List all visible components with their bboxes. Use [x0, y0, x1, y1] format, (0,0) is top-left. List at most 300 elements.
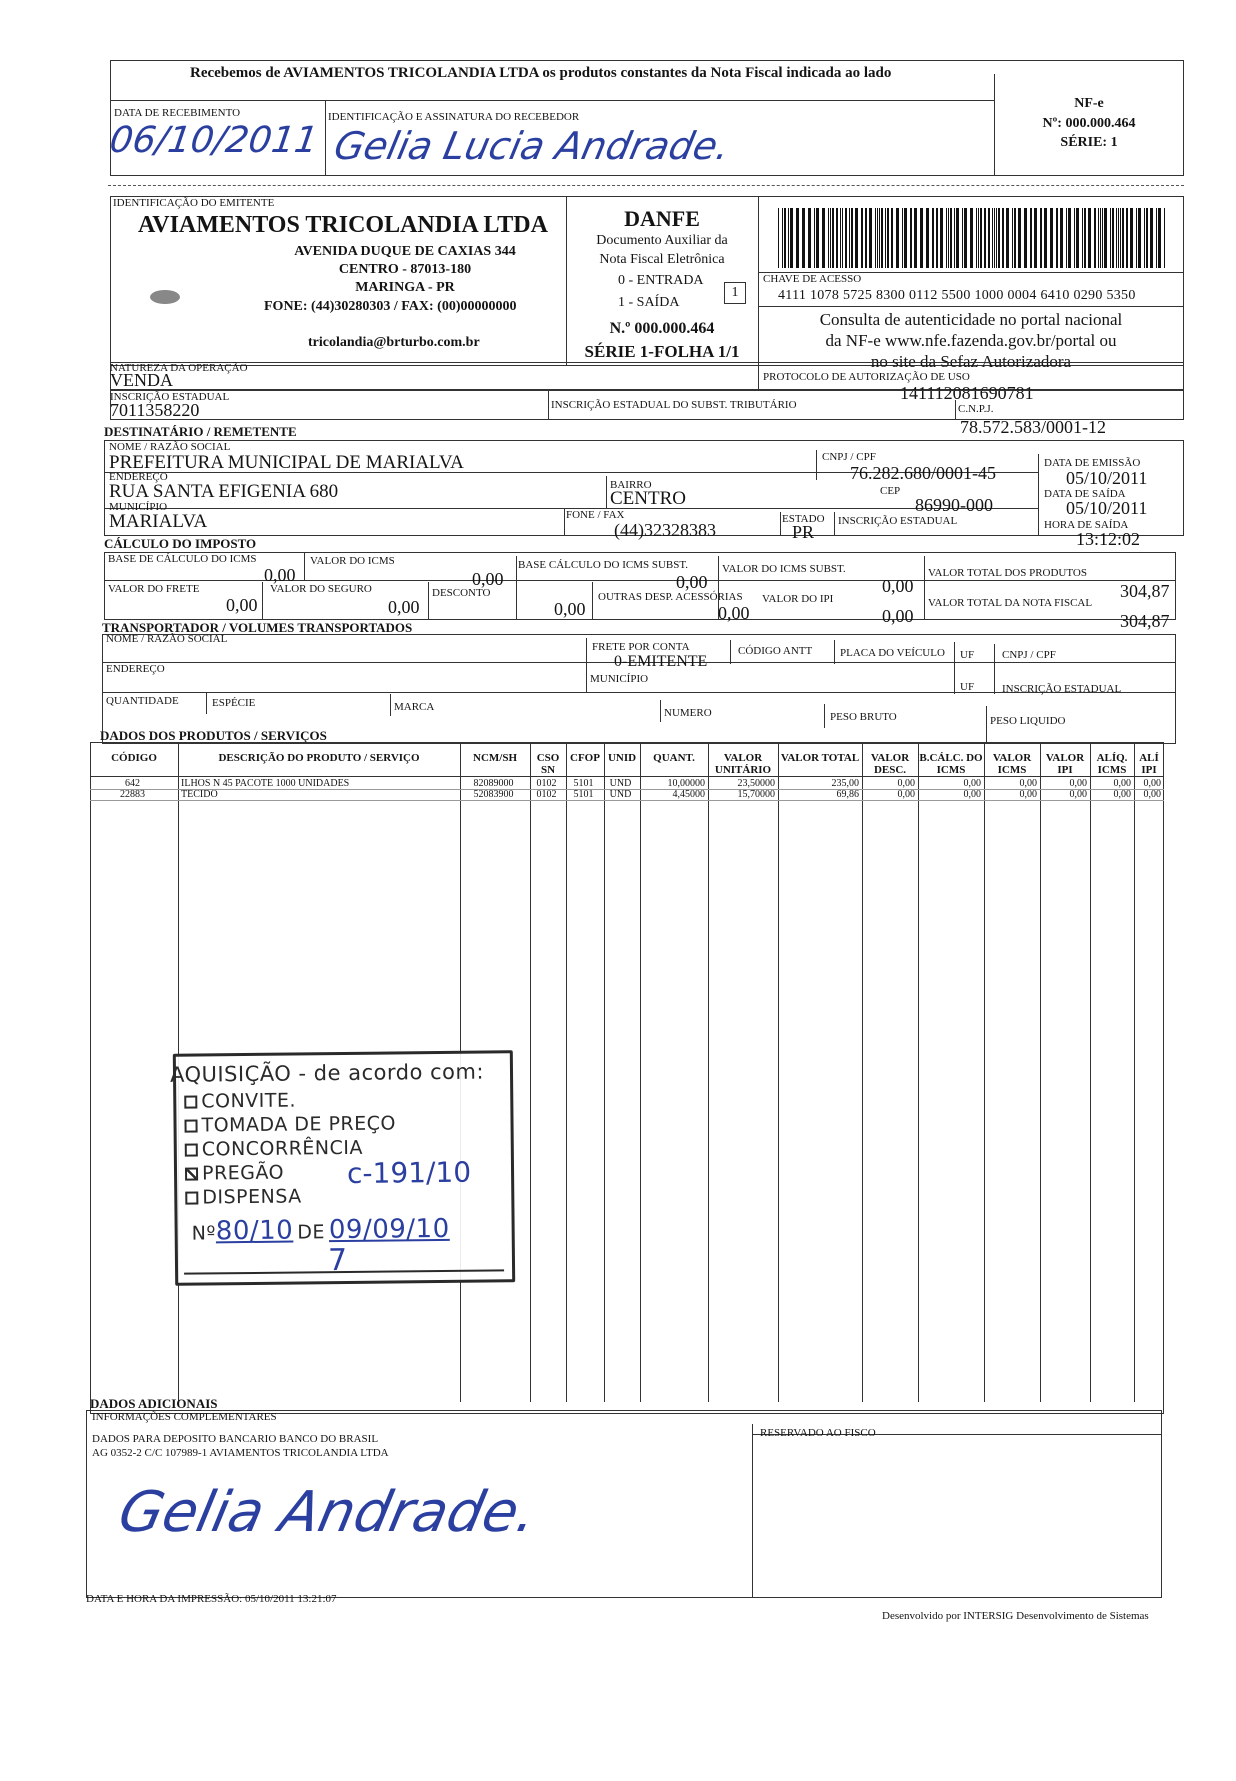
- dest-estado-label: ESTADO: [782, 513, 825, 525]
- barcode-bar: [1074, 208, 1075, 268]
- barcode-bar: [1100, 208, 1101, 268]
- danfe-saida: 1 - SAÍDA: [618, 295, 680, 310]
- barcode-bar: [1066, 208, 1067, 268]
- dest-municipio-label: MUNICÍPIO: [109, 501, 168, 513]
- valor-st: 0,00: [882, 576, 914, 596]
- table-cell: 4,45000: [672, 789, 705, 800]
- barcode-bar: [816, 208, 819, 268]
- barcode-bar: [910, 208, 912, 268]
- dest-divider-ie: [834, 512, 835, 536]
- barcode-bar: [936, 208, 938, 268]
- dest-divider-fone: [564, 508, 565, 536]
- table-cell: 0102: [536, 778, 557, 789]
- table-cell: 0,00: [1019, 789, 1037, 800]
- barcode-bar: [1146, 208, 1148, 268]
- danfe-serie-folha: SÉRIE 1-FOLHA 1/1: [584, 342, 740, 361]
- barcode-bar: [1060, 208, 1063, 268]
- imp-div-5: [262, 582, 263, 620]
- barcode-bar: [808, 208, 811, 268]
- table-row-line: [90, 800, 1164, 801]
- transp-div-marca: [390, 694, 391, 716]
- product-header-cell: VALOR TOTAL: [780, 752, 860, 764]
- emitente-city: MARINGA - PR: [355, 280, 455, 295]
- barcode-bar: [790, 208, 793, 268]
- transp-bruto-label: PESO BRUTO: [830, 711, 897, 723]
- base-icms: 0,00: [264, 565, 296, 585]
- dest-endereco-label: ENDEREÇO: [109, 471, 168, 483]
- barcode-bar: [1012, 208, 1013, 268]
- transp-antt-label: CÓDIGO ANTT: [738, 645, 813, 657]
- base-st: 0,00: [676, 572, 708, 592]
- natureza-divider: [758, 362, 759, 390]
- product-header-cell: QUANT.: [653, 752, 695, 764]
- canhoto-serie: SÉRIE: 1: [1060, 135, 1118, 150]
- product-header-cell: CSO SN: [536, 752, 560, 776]
- product-column-separator: [918, 742, 919, 1402]
- emitente-label: IDENTIFICAÇÃO DO EMITENTE: [113, 197, 275, 209]
- canhoto-nfe: NF-e: [1074, 96, 1104, 111]
- canhoto-id-label: IDENTIFICAÇÃO E ASSINATURA DO RECEBEDOR: [328, 111, 580, 123]
- table-cell: 0,00: [897, 789, 915, 800]
- valor-icms: 0,00: [472, 569, 504, 589]
- barcode-bar: [998, 208, 1000, 268]
- barcode-bar: [784, 208, 786, 268]
- transp-municipio-label: MUNICÍPIO: [590, 673, 649, 685]
- checked-checkbox-icon: [185, 1168, 198, 1181]
- imp-div-7: [592, 582, 593, 620]
- stamp-option-concorrencia: [185, 1137, 363, 1161]
- ie-st-label: INSCRIÇÃO ESTADUAL DO SUBST. TRIBUTÁRIO: [551, 399, 797, 411]
- chave-label: CHAVE DE ACESSO: [763, 273, 862, 285]
- chave-bottom-line: [758, 306, 1184, 307]
- aquisicao-stamp: [169, 1050, 515, 1286]
- product-header-cell: NCM/SH: [473, 752, 517, 764]
- barcode-bar: [1164, 208, 1165, 268]
- barcode-bar: [802, 208, 805, 268]
- barcode-bar: [1002, 208, 1004, 268]
- transp-ie-label: INSCRIÇÃO ESTADUAL: [1002, 683, 1122, 695]
- product-header-line: [90, 776, 1164, 777]
- ipi-label: VALOR DO IPI: [762, 593, 834, 605]
- product-column-separator: [708, 742, 709, 1402]
- barcode-bar: [1118, 208, 1119, 268]
- dest-bairro: CENTRO: [610, 488, 686, 509]
- transp-div-liq: [986, 706, 987, 742]
- barcode-bar: [1156, 208, 1157, 268]
- info-line-2: AG 0352-2 C/C 107989-1 AVIAMENTOS TRICOLANDIA LTDA: [92, 1447, 389, 1459]
- dest-saida-label: DATA DE SAÍDA: [1044, 488, 1126, 500]
- product-column-separator: [778, 742, 779, 1402]
- barcode-bar: [1120, 208, 1121, 268]
- imp-div-6: [428, 582, 429, 620]
- product-header-cell: DESCRIÇÃO DO PRODUTO / SERVIÇO: [218, 752, 420, 764]
- stamp-data-hand: 09/09/10: [328, 1213, 450, 1246]
- dest-hora: 13:12:02: [1076, 529, 1141, 549]
- product-column-separator: [1040, 742, 1041, 1402]
- dest-divider-estado: [780, 512, 781, 536]
- dest-ie-label: INSCRIÇÃO ESTADUAL: [838, 515, 958, 527]
- product-header-cell: ALÍQ. ICMS: [1096, 752, 1128, 776]
- barcode-bar: [976, 208, 977, 268]
- barcode-bar: [1084, 208, 1086, 268]
- seguro: 0,00: [388, 597, 420, 617]
- dest-emissao: 05/10/2011: [1066, 468, 1148, 488]
- product-header-cell: UNID: [607, 752, 637, 764]
- barcode-bar: [869, 208, 872, 268]
- dest-emissao-label: DATA DE EMISSÃO: [1044, 457, 1141, 469]
- total-nf: 304,87: [1120, 611, 1170, 631]
- barcode-bar: [1138, 208, 1141, 268]
- danfe-entrada: 0 - ENTRADA: [618, 273, 704, 288]
- emitente-district: CENTRO - 87013-180: [338, 262, 472, 277]
- barcode-bar: [782, 208, 783, 268]
- barcode-bar: [926, 208, 929, 268]
- table-cell: 0,00: [1113, 778, 1131, 789]
- stamp-de-label: DE: [297, 1221, 326, 1244]
- transp-cnpj-label: CNPJ / CPF: [1002, 649, 1056, 661]
- table-cell: 52083900: [473, 789, 514, 800]
- frete-label: VALOR DO FRETE: [108, 583, 200, 595]
- cut-line: [108, 185, 1184, 186]
- total-prod-label: VALOR TOTAL DOS PRODUTOS: [928, 567, 1087, 579]
- canhoto-receipt-text: Recebemos de AVIAMENTOS TRICOLANDIA LTDA os produtos constantes da Nota Fiscal indicada ao lado: [190, 65, 892, 81]
- barcode-bar: [920, 208, 923, 268]
- transp-quantidade-label: QUANTIDADE: [106, 695, 179, 707]
- barcode-bar: [1056, 208, 1058, 268]
- dest-saida: 05/10/2011: [1066, 498, 1148, 518]
- barcode-bar: [788, 208, 789, 268]
- cnpj-value: 78.572.583/0001-12: [960, 417, 1106, 437]
- barcode-bar: [902, 208, 903, 268]
- barcode-bar: [948, 208, 949, 268]
- barcode-bar: [885, 208, 886, 268]
- barcode-bar: [1102, 208, 1103, 268]
- table-cell: 0102: [536, 789, 557, 800]
- product-header-cell: VALOR DESC.: [870, 752, 910, 776]
- barcode-bar: [1076, 208, 1079, 268]
- barcode-bar: [1104, 208, 1107, 268]
- barcode-bar: [875, 208, 876, 268]
- checkbox-icon: [184, 1096, 197, 1109]
- barcode-bar: [1082, 208, 1083, 268]
- barcode-bar: [1006, 208, 1009, 268]
- transp-div-placa: [834, 640, 835, 664]
- barcode-bar: [932, 208, 934, 268]
- barcode-bar: [980, 208, 982, 268]
- canhoto-date-handwritten: 06/10/2011: [107, 120, 321, 161]
- chave-value: 4111 1078 5725 8300 0112 5500 1000 0004 6410 0290 5350: [778, 288, 1136, 303]
- dest-hora-label: HORA DE SAÍDA: [1044, 519, 1129, 531]
- ie-divider-2: [955, 400, 956, 420]
- barcode-bar: [881, 208, 883, 268]
- barcode-bar: [840, 208, 841, 268]
- dest-bairro-label: BAIRRO: [610, 479, 652, 491]
- natureza-label: NATUREZA DA OPERAÇÃO: [110, 362, 248, 374]
- barcode-bar: [956, 208, 959, 268]
- danfe-numero: N.º 000.000.464: [609, 320, 715, 337]
- adicionais-divider: [752, 1424, 753, 1598]
- outras: 0,00: [718, 603, 750, 623]
- imposto-section: CÁLCULO DO IMPOSTO: [104, 536, 257, 551]
- total-prod: 304,87: [1120, 581, 1170, 601]
- stamp-title: AQUISIÇÃO - de acordo com:: [169, 1059, 485, 1087]
- transp-frete: 0-EMITENTE: [614, 653, 708, 670]
- chave-consulta-3: no site da Sefaz Autorizadora: [870, 352, 1072, 371]
- danfe-title: DANFE: [624, 206, 700, 231]
- chave-consulta-2: da NF-e www.nfe.fazenda.gov.br/portal ou: [825, 331, 1117, 350]
- barcode-bar: [1014, 208, 1016, 268]
- barcode-bar: [1126, 208, 1128, 268]
- table-cell: 0,00: [897, 778, 915, 789]
- stamp-option-label: CONCORRÊNCIA: [201, 1136, 364, 1161]
- transp-frete-label: FRETE POR CONTA: [592, 641, 690, 653]
- barcode-bar: [984, 208, 986, 268]
- adicionais-section: DADOS ADICIONAIS: [90, 1396, 218, 1411]
- seguro-label: VALOR DO SEGURO: [270, 583, 372, 595]
- product-header-cell: CÓDIGO: [111, 752, 157, 764]
- barcode-bar: [845, 208, 847, 268]
- transp-especie-label: ESPÉCIE: [212, 697, 256, 709]
- ie-label: INSCRIÇÃO ESTADUAL: [110, 391, 230, 403]
- canhoto-date-label: DATA DE RECEBIMENTO: [114, 107, 241, 119]
- product-header-cell: VALOR IPI: [1045, 752, 1085, 776]
- product-column-separator: [640, 742, 641, 1402]
- barcode-bar: [1150, 208, 1153, 268]
- table-cell: 235,00: [831, 778, 859, 789]
- table-cell: 0,00: [963, 789, 981, 800]
- transp-div-bruto: [824, 704, 825, 728]
- danfe-sub1: Documento Auxiliar da: [596, 233, 728, 248]
- product-header-cell: ALÍ IPI: [1139, 752, 1159, 776]
- product-column-separator: [1090, 742, 1091, 1402]
- transp-marca-label: MARCA: [394, 701, 435, 713]
- barcode-bar: [796, 208, 799, 268]
- barcode: [778, 208, 1168, 270]
- stamp-option-label: CONVITE.: [201, 1089, 297, 1113]
- stamp-option-label: PREGÃO: [201, 1161, 285, 1185]
- barcode-bar: [1098, 208, 1099, 268]
- dest-fone: (44)32328383: [614, 520, 716, 540]
- natureza-value: VENDA: [110, 370, 173, 390]
- dest-divider-cnpj: [816, 450, 817, 480]
- barcode-bar: [1044, 208, 1047, 268]
- barcode-bar: [904, 208, 907, 268]
- canhoto-signature: Gelia Lucia Andrade.: [330, 124, 734, 168]
- impressao: DATA E HORA DA IMPRESSÃO: 05/10/2011 13:21:07: [86, 1593, 337, 1605]
- table-cell: 5101: [573, 778, 594, 789]
- base-st-label: BASE CÁLCULO DO ICMS SUBST.: [518, 559, 689, 571]
- product-column-separator: [862, 742, 863, 1402]
- barcode-bar: [814, 208, 815, 268]
- barcode-bar: [1112, 208, 1114, 268]
- transp-liquido-label: PESO LIQUIDO: [990, 715, 1066, 727]
- stamp-handwritten-ref: c-191/10: [346, 1155, 472, 1190]
- barcode-bar: [891, 208, 893, 268]
- table-cell: UND: [609, 778, 632, 789]
- barcode-bar: [1018, 208, 1021, 268]
- ipi: 0,00: [882, 606, 914, 626]
- table-cell: 0,00: [1113, 789, 1131, 800]
- table-cell: 22883: [120, 789, 145, 800]
- barcode-bar: [946, 208, 947, 268]
- danfe-sub2: Nota Fiscal Eletrônica: [599, 252, 725, 267]
- table-cell: TECIDO: [181, 789, 218, 800]
- fisco-label: RESERVADO AO FISCO: [760, 1427, 876, 1439]
- ie-value: 7011358220: [110, 400, 200, 420]
- stamp-numero-prefix: Nº: [191, 1222, 216, 1245]
- table-cell: 0,00: [1069, 778, 1087, 789]
- barcode-bar: [865, 208, 867, 268]
- cnpj-label: C.N.P.J.: [958, 403, 994, 415]
- protocolo-value: 141112081690781: [900, 383, 1034, 403]
- product-header-cell: VALOR ICMS: [992, 752, 1032, 776]
- barcode-bar: [1050, 208, 1053, 268]
- barcode-bar: [1136, 208, 1137, 268]
- barcode-bar: [1068, 208, 1071, 268]
- barcode-bar: [822, 208, 825, 268]
- barcode-bar: [851, 208, 853, 268]
- transp-div-esp: [206, 692, 207, 714]
- desenvolvido: Desenvolvido por INTERSIG Desenvolvimento de Sistemas: [882, 1610, 1149, 1622]
- barcode-bar: [855, 208, 858, 268]
- barcode-bar: [988, 208, 990, 268]
- destinatario-section: DESTINATÁRIO / REMETENTE: [104, 424, 297, 439]
- barcode-bar: [992, 208, 993, 268]
- transp-uf2-label: UF: [960, 681, 975, 693]
- product-column-separator: [566, 742, 567, 1402]
- table-cell: 642: [125, 778, 140, 789]
- product-header-cell: CFOP: [570, 752, 600, 764]
- emitente-email: tricolandia@brturbo.com.br: [308, 335, 480, 350]
- barcode-bar: [1110, 208, 1111, 268]
- info-label: INFORMAÇÕES COMPLEMENTARES: [92, 1411, 277, 1423]
- imp-div-1: [304, 552, 305, 580]
- emitente-phone: FONE: (44)30280303 / FAX: (00)00000000: [264, 299, 517, 314]
- stamp-mark: 7: [327, 1242, 348, 1279]
- table-cell: 0,00: [1069, 789, 1087, 800]
- barcode-bar: [978, 208, 979, 268]
- dest-nome: PREFEITURA MUNICIPAL DE MARIALVA: [109, 452, 464, 473]
- canhoto-number: Nº: 000.000.464: [1042, 116, 1136, 131]
- adicionais-signature: Gelia Andrade.: [113, 1480, 543, 1545]
- table-cell: UND: [609, 789, 632, 800]
- desconto-label: DESCONTO: [432, 587, 491, 599]
- barcode-bar: [877, 208, 878, 268]
- barcode-bar: [830, 208, 831, 268]
- barcode-bar: [1130, 208, 1133, 268]
- table-cell: 69,86: [836, 789, 859, 800]
- danfe-tipo-box: 1: [724, 282, 746, 304]
- transp-div-frete: [586, 638, 587, 692]
- barcode-bar: [962, 208, 963, 268]
- stamp-option-label: DISPENSA: [202, 1185, 302, 1209]
- table-cell: 15,70000: [737, 789, 775, 800]
- barcode-bar: [1116, 208, 1117, 268]
- dest-nome-label: NOME / RAZÃO SOCIAL: [109, 441, 231, 453]
- canhoto-hline: [110, 100, 994, 101]
- barcode-bar: [940, 208, 943, 268]
- barcode-bar: [1158, 208, 1161, 268]
- transp-nome-label: NOME / RAZÃO SOCIAL: [106, 633, 228, 645]
- transp-uf-label: UF: [960, 649, 975, 661]
- dest-cep: 86990-000: [915, 495, 993, 515]
- barcode-bar: [1024, 208, 1027, 268]
- stamp-option-pregao: [185, 1162, 284, 1185]
- barcode-bar: [970, 208, 973, 268]
- table-cell: ILHOS N 45 PACOTE 1000 UNIDADES: [181, 778, 350, 789]
- valor-st-label: VALOR DO ICMS SUBST.: [722, 563, 846, 575]
- barcode-bar: [1122, 208, 1124, 268]
- info-line-1: DADOS PARA DEPOSITO BANCARIO BANCO DO BRASIL: [92, 1433, 379, 1445]
- barcode-bar: [996, 208, 997, 268]
- emitente-address: AVENIDA DUQUE DE CAXIAS 344: [294, 244, 516, 259]
- barcode-bar: [950, 208, 952, 268]
- stamp-option-tomada: [184, 1112, 396, 1136]
- stamp-option-dispensa: [185, 1185, 302, 1208]
- table-cell: 0,00: [963, 778, 981, 789]
- barcode-bar: [879, 208, 880, 268]
- base-icms-label: BASE DE CÁLCULO DO ICMS: [108, 553, 257, 565]
- barcode-bar: [887, 208, 889, 268]
- dest-divider-bairro: [606, 476, 607, 508]
- dest-cnpj: 76.282.680/0001-45: [850, 463, 996, 483]
- dest-cnpj-label: CNPJ / CPF: [822, 451, 876, 463]
- barcode-bar: [1040, 208, 1042, 268]
- checkbox-icon: [185, 1192, 198, 1205]
- product-column-separator: [984, 742, 985, 1402]
- emitente-logo-icon: [150, 290, 180, 304]
- table-cell: 0,00: [1143, 778, 1161, 789]
- outras-label: OUTRAS DESP. ACESSÓRIAS: [598, 591, 743, 603]
- imp-div-2: [516, 556, 517, 620]
- transportador-section: TRANSPORTADOR / VOLUMES TRANSPORTADOS: [102, 620, 413, 635]
- desconto: 0,00: [554, 599, 586, 619]
- barcode-bar: [832, 208, 834, 268]
- stamp-numero-hand: 80/10: [215, 1215, 294, 1247]
- product-column-separator: [530, 742, 531, 1402]
- barcode-bar: [896, 208, 899, 268]
- transp-numero-label: NUMERO: [664, 707, 712, 719]
- dest-cep-label: CEP: [880, 485, 901, 497]
- dest-municipio: MARIALVA: [109, 511, 208, 532]
- transp-div-antt: [730, 640, 731, 664]
- valor-icms-label: VALOR DO ICMS: [310, 555, 395, 567]
- dest-fone-label: FONE / FAX: [566, 509, 625, 521]
- dest-divider-right: [1038, 454, 1039, 536]
- barcode-bar: [849, 208, 850, 268]
- barcode-bar: [1094, 208, 1096, 268]
- table-cell: 0,00: [1019, 778, 1037, 789]
- product-header-cell: VALOR UNITÁRIO: [714, 752, 772, 776]
- imp-div-4: [924, 556, 925, 620]
- table-cell: 5101: [573, 789, 594, 800]
- barcode-bar: [954, 208, 955, 268]
- frete: 0,00: [226, 595, 258, 615]
- transp-div-cnpj: [994, 644, 995, 694]
- stamp-numero-line: [192, 1214, 450, 1247]
- barcode-bar: [914, 208, 917, 268]
- emitente-name: AVIAMENTOS TRICOLANDIA LTDA: [138, 212, 548, 238]
- stamp-option-label: TOMADA DE PREÇO: [201, 1112, 397, 1137]
- transp-placa-label: PLACA DO VEÍCULO: [840, 647, 945, 659]
- barcode-bar: [1088, 208, 1091, 268]
- barcode-bar: [964, 208, 967, 268]
- barcode-bar: [842, 208, 843, 268]
- barcode-bar: [1034, 208, 1037, 268]
- dest-estado: PR: [792, 522, 815, 542]
- transp-div-num: [660, 700, 661, 722]
- barcode-bar: [861, 208, 863, 268]
